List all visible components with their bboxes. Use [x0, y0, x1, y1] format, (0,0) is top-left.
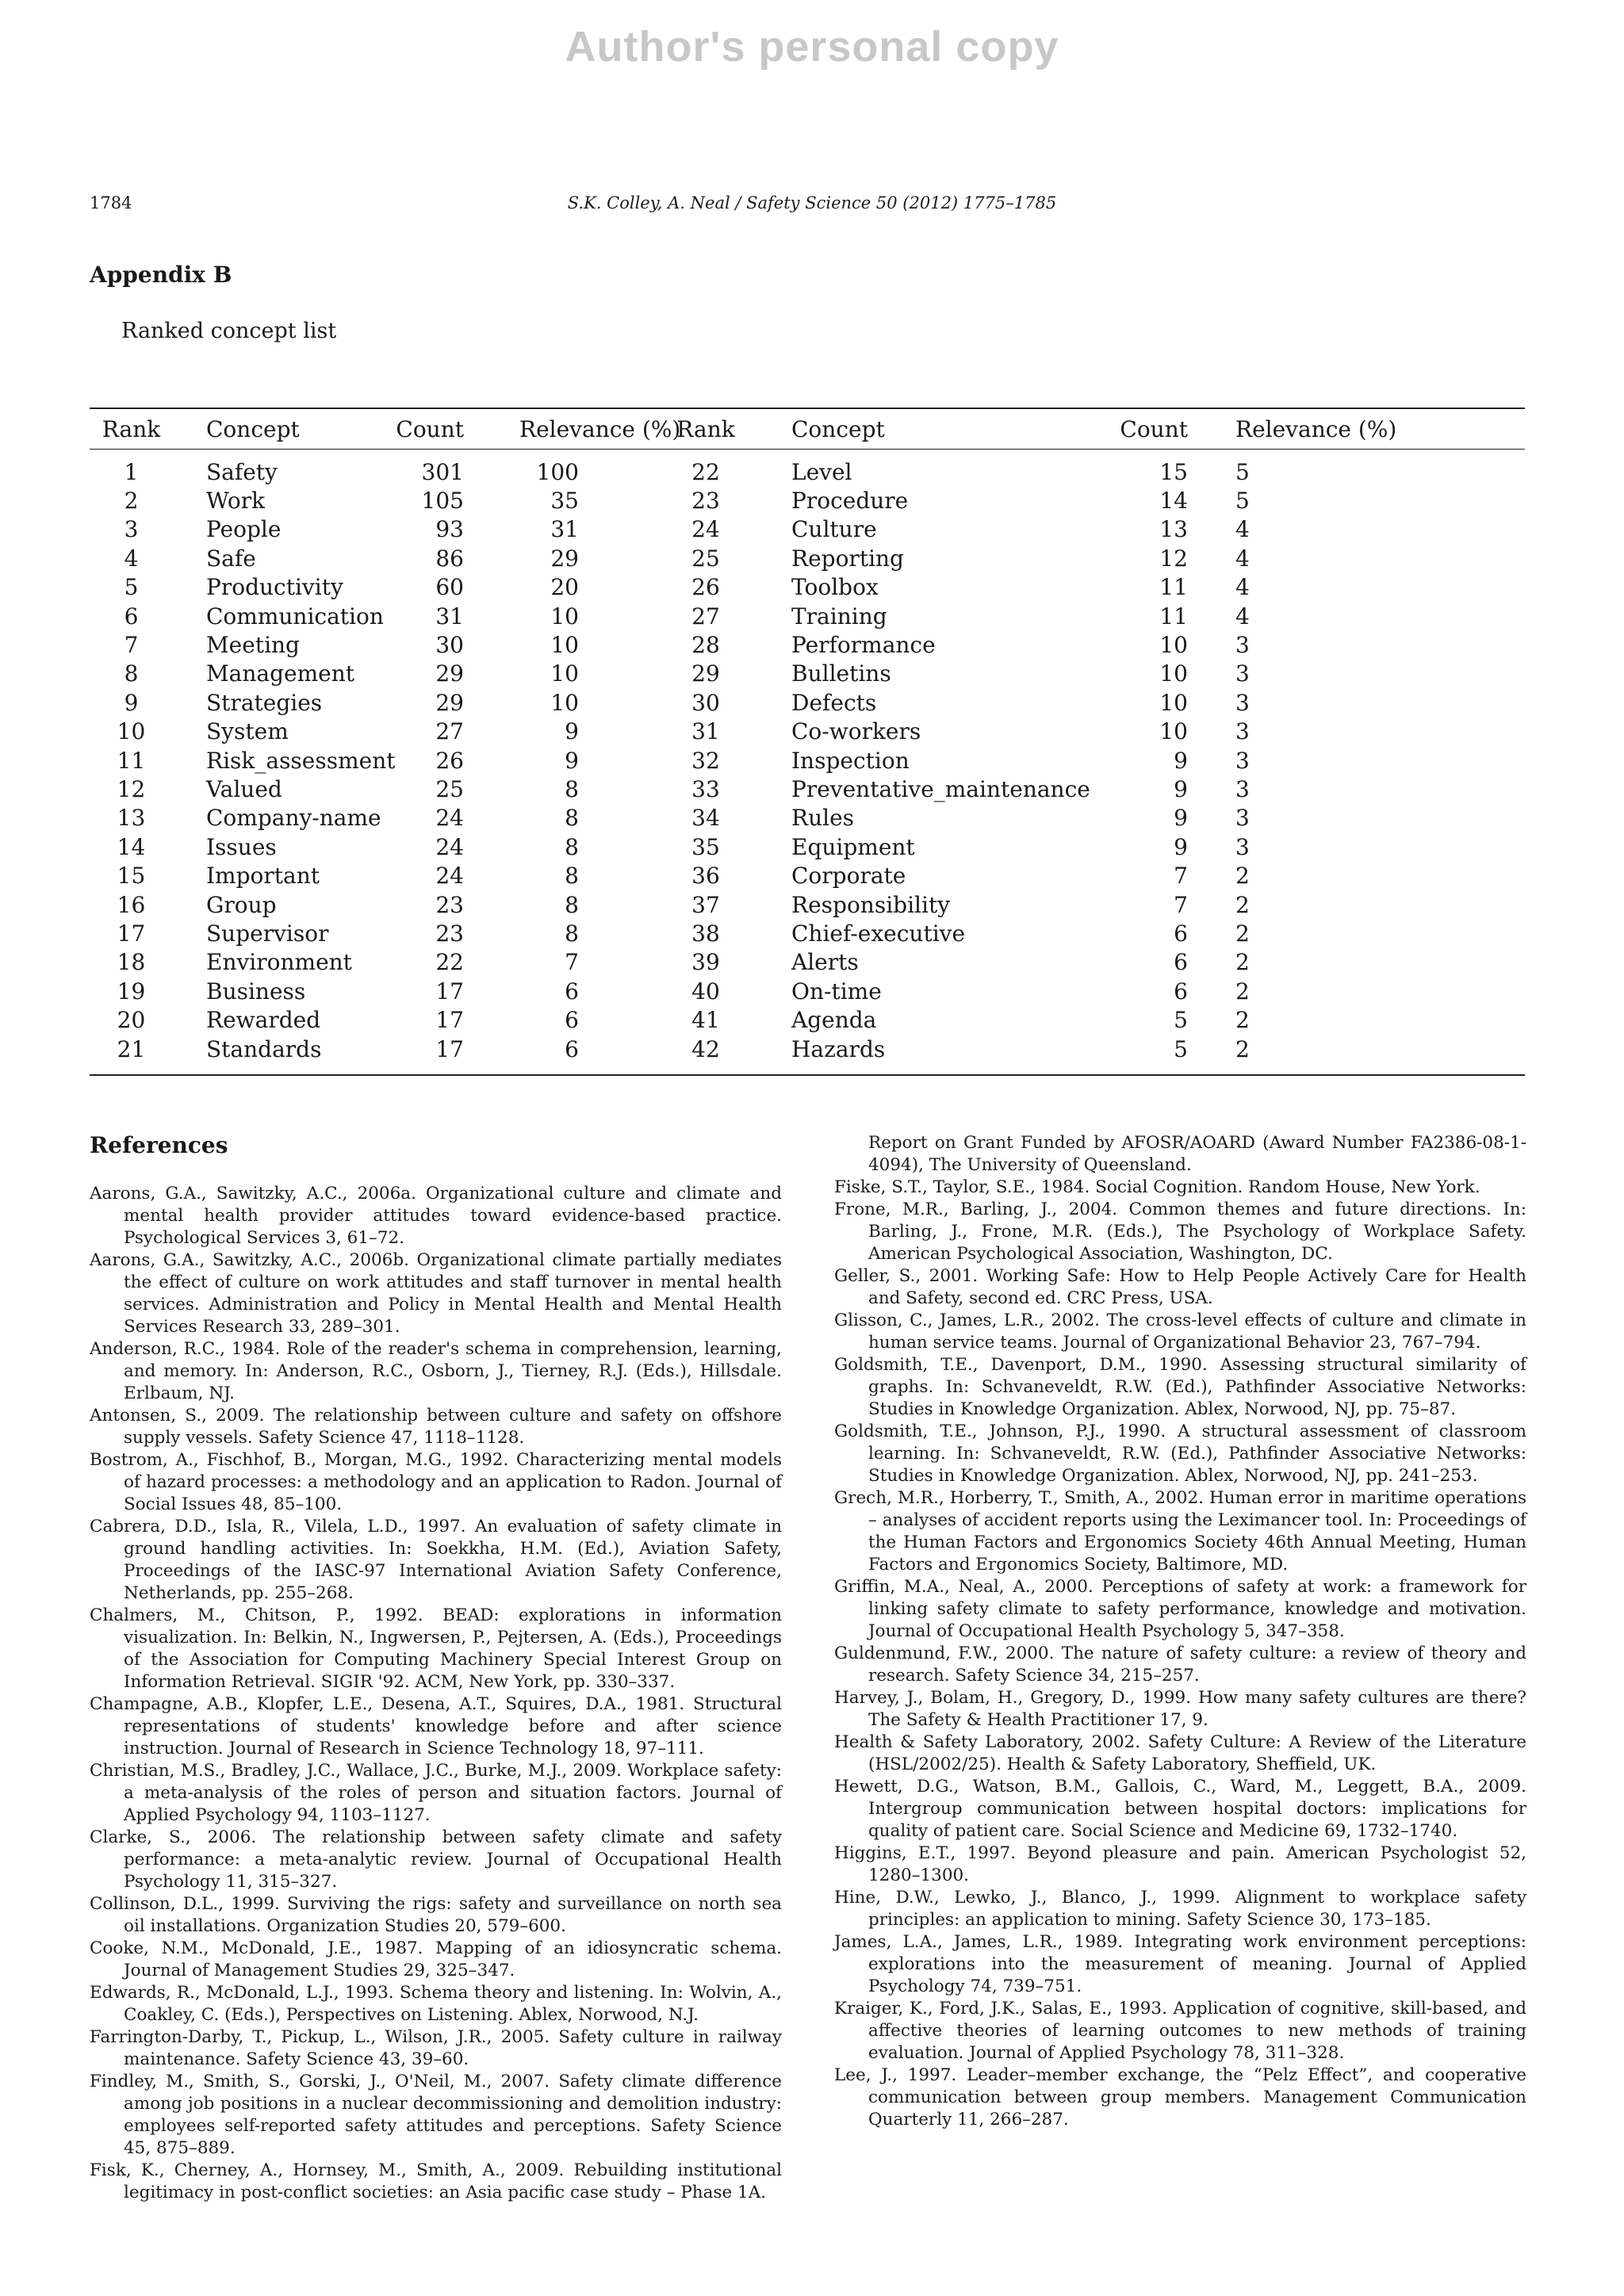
cell-relevance: 35 — [550, 488, 579, 515]
cell-count: 15 — [1159, 458, 1188, 485]
cell-count: 9 — [1174, 775, 1188, 802]
cell-count: 5 — [1174, 1035, 1188, 1062]
cell-concept: Management — [206, 660, 354, 687]
cell-relevance: 2 — [1235, 978, 1250, 1004]
cell-concept: Issues — [206, 833, 277, 860]
cell-relevance: 10 — [550, 632, 579, 659]
table-row — [90, 861, 1525, 890]
table-row — [90, 890, 1525, 919]
cell-concept: Business — [206, 978, 306, 1004]
cell-relevance: 4 — [1235, 603, 1250, 629]
cell-relevance: 10 — [550, 603, 579, 629]
table-row — [90, 977, 1525, 1005]
cell-concept: Productivity — [206, 574, 343, 601]
cell-count: 60 — [435, 574, 464, 601]
cell-count: 6 — [1174, 978, 1188, 1004]
cell-rank: 1 — [124, 458, 139, 485]
header-relevance: Relevance (%) — [1235, 415, 1397, 442]
cell-rank: 4 — [124, 545, 139, 572]
cell-concept: Defects — [791, 689, 877, 716]
reference-entry: Health & Safety Laboratory, 2002. Safety Culture: A Review of the Literature (HSL/2002/25). Health & Safety Laboratory, Sheffield, UK. — [834, 1732, 1526, 1774]
cell-rank: 39 — [691, 949, 720, 976]
cell-rank: 7 — [124, 632, 139, 659]
cell-concept: Group — [206, 891, 277, 918]
reference-continuation: Report on Grant Funded by AFOSR/AOARD (Award Number FA2386-08-1-4094), The University of Queensland. — [868, 1133, 1526, 1175]
cell-count: 14 — [1159, 488, 1188, 515]
cell-count: 9 — [1174, 833, 1188, 860]
cell-count: 25 — [435, 775, 464, 802]
cell-relevance: 3 — [1235, 775, 1250, 802]
cell-rank: 30 — [691, 689, 720, 716]
cell-relevance: 3 — [1235, 805, 1250, 832]
cell-count: 29 — [435, 689, 464, 716]
references-right-column — [834, 1132, 1526, 2131]
cell-count: 93 — [435, 516, 464, 543]
table-caption: Ranked concept list — [121, 319, 337, 343]
cell-rank: 32 — [691, 747, 720, 774]
cell-rank: 11 — [117, 747, 146, 774]
cell-count: 17 — [435, 1035, 464, 1062]
cell-rank: 16 — [117, 891, 146, 918]
cell-relevance: 4 — [1235, 574, 1250, 601]
cell-concept: Culture — [791, 516, 877, 543]
cell-relevance: 100 — [536, 458, 579, 485]
cell-relevance: 31 — [550, 516, 579, 543]
cell-concept: Reporting — [791, 545, 904, 572]
cell-concept: System — [206, 718, 289, 745]
cell-count: 22 — [435, 949, 464, 976]
cell-rank: 19 — [117, 978, 146, 1004]
reference-entry: Clarke, S., 2006. The relationship between safety climate and safety performance: a meta-analytic review. Journal of Occupational Health Psychology 11, 315–327. — [90, 1827, 782, 1892]
table-header-row — [90, 409, 1525, 450]
appendix-title: Appendix B — [90, 262, 232, 288]
cell-count: 7 — [1174, 863, 1188, 890]
cell-relevance: 8 — [565, 920, 579, 947]
reference-entry: Frone, M.R., Barling, J., 2004. Common themes and future directions. In: Barling, J., Frone, M.R. (Eds.), The Psychology of Workplace Safety. American Psychological Association, Washington, DC. — [834, 1200, 1526, 1264]
cell-count: 23 — [435, 891, 464, 918]
cell-count: 31 — [435, 603, 464, 629]
cell-rank: 23 — [691, 488, 720, 515]
reference-entry: Fiske, S.T., Taylor, S.E., 1984. Social Cognition. Random House, New York. — [834, 1177, 1480, 1197]
header-rank: Rank — [676, 415, 735, 442]
cell-rank: 3 — [124, 516, 139, 543]
cell-relevance: 7 — [565, 949, 579, 976]
reference-entry: Findley, M., Smith, S., Gorski, J., O'Neil, M., 2007. Safety climate difference among job positions in a nuclear decommissioning and demolition industry: employees self-reported safety attitudes and perceptions. Safety Science 45, 875–889. — [90, 2072, 782, 2158]
cell-count: 24 — [435, 863, 464, 890]
cell-concept: Strategies — [206, 689, 323, 716]
cell-rank: 14 — [117, 833, 146, 860]
cell-relevance: 6 — [565, 1007, 579, 1034]
cell-count: 5 — [1174, 1007, 1188, 1034]
cell-relevance: 2 — [1235, 863, 1250, 890]
cell-concept: Toolbox — [791, 574, 879, 601]
cell-rank: 40 — [691, 978, 720, 1004]
cell-rank: 33 — [691, 775, 720, 802]
reference-entry: Geller, S., 2001. Working Safe: How to Help People Actively Care for Health and Safety, second ed. CRC Press, USA. — [834, 1266, 1526, 1308]
cell-concept: Equipment — [791, 833, 915, 860]
cell-relevance: 8 — [565, 805, 579, 832]
cell-relevance: 2 — [1235, 920, 1250, 947]
cell-count: 24 — [435, 833, 464, 860]
ranked-concept-table — [90, 408, 1525, 1076]
cell-count: 17 — [435, 1007, 464, 1034]
cell-count: 6 — [1174, 920, 1188, 947]
cell-relevance: 2 — [1235, 1035, 1250, 1062]
cell-relevance: 8 — [565, 775, 579, 802]
reference-entry: Antonsen, S., 2009. The relationship between culture and safety on offshore supply vessels. Safety Science 47, 1118–1128. — [90, 1406, 782, 1448]
header-concept: Concept — [791, 415, 885, 442]
reference-entry: Edwards, R., McDonald, L.J., 1993. Schema theory and listening. In: Wolvin, A., Coakley, C. (Eds.), Perspectives on Listening. Ablex, Norwood, N.J. — [90, 1983, 782, 2025]
cell-relevance: 4 — [1235, 516, 1250, 543]
reference-entry: Farrington-Darby, T., Pickup, L., Wilson, J.R., 2005. Safety culture in railway maintenance. Safety Science 43, 39–60. — [90, 2027, 782, 2069]
table-row — [90, 486, 1525, 515]
cell-relevance: 3 — [1235, 718, 1250, 745]
cell-relevance: 3 — [1235, 833, 1250, 860]
cell-rank: 8 — [124, 660, 139, 687]
cell-rank: 35 — [691, 833, 720, 860]
table-row — [90, 746, 1525, 775]
table-row — [90, 1005, 1525, 1034]
cell-rank: 17 — [117, 920, 146, 947]
cell-concept: Safe — [206, 545, 256, 572]
table-row — [90, 718, 1525, 746]
cell-rank: 21 — [117, 1035, 146, 1062]
references-left-column — [90, 1183, 782, 2204]
reference-entry: Griffin, M.A., Neal, A., 2000. Perceptions of safety at work: a framework for linking safety climate to safety performance, knowledge and motivation. Journal of Occupational Health Psychology 5, 347–358. — [834, 1577, 1526, 1641]
reference-entry: Higgins, E.T., 1997. Beyond pleasure and pain. American Psychologist 52, 1280–1300. — [834, 1843, 1526, 1885]
table-row — [90, 457, 1525, 486]
reference-entry: Bostrom, A., Fischhof, B., Morgan, M.G., 1992. Characterizing mental models of hazard processes: a methodology and an application to Radon. Journal of Social Issues 48, 85–100. — [90, 1450, 782, 1514]
cell-relevance: 3 — [1235, 689, 1250, 716]
table-row — [90, 544, 1525, 572]
cell-relevance: 2 — [1235, 891, 1250, 918]
table-row — [90, 775, 1525, 803]
cell-relevance: 8 — [565, 863, 579, 890]
cell-concept: Agenda — [791, 1007, 877, 1034]
reference-entry: James, L.A., James, L.R., 1989. Integrating work environment perceptions: explorations into the measurement of meaning. Journal of Applied Psychology 74, 739–751. — [834, 1932, 1526, 1996]
cell-rank: 22 — [691, 458, 720, 485]
reference-entry: Goldsmith, T.E., Johnson, P.J., 1990. A structural assessment of classroom learning. In: Schvaneveldt, R.W. (Ed.), Pathfinder Associative Networks: Studies in Knowledge Organization. Ablex, Norwood, NJ, pp. 241–253. — [834, 1422, 1526, 1486]
cell-relevance: 3 — [1235, 747, 1250, 774]
cell-rank: 37 — [691, 891, 720, 918]
reference-entry: Kraiger, K., Ford, J.K., Salas, E., 1993. Application of cognitive, skill-based, and affective theories of learning outcomes to new methods of training evaluation. Journal of Applied Psychology 78, 311–328. — [834, 1999, 1526, 2063]
reference-entry: Collinson, D.L., 1999. Surviving the rigs: safety and surveillance on north sea oil installations. Organization Studies 20, 579–600. — [90, 1894, 782, 1936]
reference-entry: Aarons, G.A., Sawitzky, A.C., 2006b. Organizational climate partially mediates the effect of culture on work attitudes and staff turnover in mental health services. Administration and Policy in Mental Health and Mental Health Services Research 33, 289–301. — [90, 1250, 782, 1337]
reference-entry: Cabrera, D.D., Isla, R., Vilela, L.D., 1997. An evaluation of safety climate in ground handling activities. In: Soekkha, H.M. (Ed.), Aviation Safety, Proceedings of the IASC-97 International Aviation Safety Conference, Netherlands, pp. 255–268. — [90, 1517, 782, 1603]
cell-concept: Alerts — [791, 949, 859, 976]
cell-count: 105 — [421, 488, 464, 515]
cell-rank: 24 — [691, 516, 720, 543]
table-row — [90, 919, 1525, 947]
cell-concept: Valued — [206, 775, 282, 802]
cell-concept: Preventative_maintenance — [791, 775, 1090, 802]
cell-count: 86 — [435, 545, 464, 572]
reference-entry: Lee, J., 1997. Leader–member exchange, the “Pelz Effect”, and cooperative communication between group members. Management Communication Quarterly 11, 266–287. — [834, 2065, 1526, 2130]
cell-rank: 25 — [691, 545, 720, 572]
cell-relevance: 3 — [1235, 632, 1250, 659]
cell-relevance: 3 — [1235, 660, 1250, 687]
cell-concept: Procedure — [791, 488, 909, 515]
reference-entry: Goldsmith, T.E., Davenport, D.M., 1990. Assessing structural similarity of graphs. In: Schvaneveldt, R.W. (Ed.), Pathfinder Associative Networks: Studies in Knowledge Organization. Ablex, Norwood, NJ, pp. 75–87. — [834, 1355, 1526, 1419]
cell-rank: 6 — [124, 603, 139, 629]
cell-concept: Company-name — [206, 805, 381, 832]
table-row — [90, 948, 1525, 977]
cell-rank: 27 — [691, 603, 720, 629]
cell-rank: 36 — [691, 863, 720, 890]
running-head: S.K. Colley, A. Neal / Safety Science 50 (2012) 1775–1785 — [567, 193, 1057, 212]
cell-relevance: 9 — [565, 747, 579, 774]
cell-count: 9 — [1174, 805, 1188, 832]
cell-concept: Chief-executive — [791, 920, 966, 947]
reference-entry: Guldenmund, F.W., 2000. The nature of safety culture: a review of theory and research. Safety Science 34, 215–257. — [834, 1644, 1526, 1686]
cell-relevance: 5 — [1235, 488, 1250, 515]
cell-concept: People — [206, 516, 282, 543]
reference-entry: Cooke, N.M., McDonald, J.E., 1987. Mapping of an idiosyncratic schema. Journal of Management Studies 29, 325–347. — [90, 1938, 782, 1980]
cell-relevance: 2 — [1235, 949, 1250, 976]
table-row — [90, 515, 1525, 544]
table-row — [90, 660, 1525, 688]
cell-rank: 20 — [117, 1007, 146, 1034]
table-row — [90, 630, 1525, 659]
table-row — [90, 573, 1525, 602]
cell-concept: Important — [206, 863, 320, 890]
reference-entry: Harvey, J., Bolam, H., Gregory, D., 1999. How many safety cultures are there? The Safety & Health Practitioner 17, 9. — [834, 1688, 1526, 1730]
cell-concept: Rewarded — [206, 1007, 321, 1034]
cell-relevance: 29 — [550, 545, 579, 572]
header-count: Count — [396, 415, 464, 442]
cell-concept: Training — [791, 603, 887, 629]
header-concept: Concept — [206, 415, 300, 442]
cell-rank: 29 — [691, 660, 720, 687]
cell-count: 10 — [1159, 660, 1188, 687]
reference-entry: Chalmers, M., Chitson, P., 1992. BEAD: explorations in information visualization. In: Belkin, N., Ingwersen, P., Pejtersen, A. (Eds.), Proceedings of the Association for Computing Machinery Special Interest Group on Information Retrieval. SIGIR '92. ACM, New York, pp. 330–337. — [90, 1605, 782, 1692]
reference-entry: Christian, M.S., Bradley, J.C., Wallace, J.C., Burke, M.J., 2009. Workplace safety: a meta-analysis of the roles of person and situation factors. Journal of Applied Psychology 94, 1103–1127. — [90, 1761, 782, 1825]
cell-rank: 18 — [117, 949, 146, 976]
reference-entry: Hewett, D.G., Watson, B.M., Gallois, C., Ward, M., Leggett, B.A., 2009. Intergroup communication between hospital doctors: implications for quality of patient care. Social Science and Medicine 69, 1732–1740. — [834, 1777, 1526, 1841]
cell-concept: Safety — [206, 458, 278, 485]
cell-relevance: 4 — [1235, 545, 1250, 572]
table-row — [90, 832, 1525, 861]
reference-entry: Grech, M.R., Horberry, T., Smith, A., 2002. Human error in maritime operations – analyses of accident reports using the Leximancer tool. In: Proceedings of the Human Factors and Ergonomics Society 46th Annual Meeting, Human Factors and Ergonomics Society, Baltimore, MD. — [834, 1488, 1526, 1575]
page-number: 1784 — [90, 193, 132, 212]
cell-relevance: 6 — [565, 978, 579, 1004]
table-row — [90, 804, 1525, 832]
reference-entry: Glisson, C., James, L.R., 2002. The cross-level effects of culture and climate in human service teams. Journal of Organizational Behavior 23, 767–794. — [834, 1311, 1526, 1353]
cell-concept: Risk_assessment — [206, 747, 396, 774]
cell-count: 10 — [1159, 632, 1188, 659]
reference-entry: Fisk, K., Cherney, A., Hornsey, M., Smith, A., 2009. Rebuilding institutional legitimacy in post-conflict societies: an Asia pacific case study – Phase 1A. — [90, 2160, 782, 2202]
cell-concept: Hazards — [791, 1035, 886, 1062]
reference-entry: Aarons, G.A., Sawitzky, A.C., 2006a. Organizational culture and climate and mental health provider attitudes toward evidence-based practice. Psychological Services 3, 61–72. — [90, 1184, 782, 1248]
cell-count: 11 — [1159, 574, 1188, 601]
cell-count: 13 — [1159, 516, 1188, 543]
cell-count: 301 — [421, 458, 464, 485]
cell-count: 27 — [435, 718, 464, 745]
cell-concept: Level — [791, 458, 852, 485]
cell-count: 10 — [1159, 718, 1188, 745]
cell-relevance: 20 — [550, 574, 579, 601]
cell-count: 17 — [435, 978, 464, 1004]
cell-count: 30 — [435, 632, 464, 659]
table-row — [90, 688, 1525, 717]
cell-relevance: 9 — [565, 718, 579, 745]
cell-rank: 13 — [117, 805, 146, 832]
cell-rank: 12 — [117, 775, 146, 802]
cell-concept: On-time — [791, 978, 882, 1004]
cell-count: 7 — [1174, 891, 1188, 918]
cell-rank: 28 — [691, 632, 720, 659]
cell-concept: Supervisor — [206, 920, 329, 947]
cell-concept: Meeting — [206, 632, 300, 659]
cell-concept: Environment — [206, 949, 352, 976]
cell-relevance: 6 — [565, 1035, 579, 1062]
cell-count: 23 — [435, 920, 464, 947]
cell-count: 24 — [435, 805, 464, 832]
cell-concept: Communication — [206, 603, 384, 629]
cell-concept: Corporate — [791, 863, 906, 890]
table-row — [90, 602, 1525, 630]
cell-rank: 34 — [691, 805, 720, 832]
cell-count: 10 — [1159, 689, 1188, 716]
header-count: Count — [1120, 415, 1188, 442]
cell-relevance: 10 — [550, 660, 579, 687]
cell-rank: 10 — [117, 718, 146, 745]
header-rank: Rank — [102, 415, 161, 442]
cell-rank: 2 — [124, 488, 139, 515]
cell-relevance: 8 — [565, 891, 579, 918]
cell-concept: Co-workers — [791, 718, 921, 745]
cell-count: 29 — [435, 660, 464, 687]
cell-rank: 42 — [691, 1035, 720, 1062]
cell-rank: 5 — [124, 574, 139, 601]
watermark: Author's personal copy — [565, 23, 1059, 71]
cell-rank: 41 — [691, 1007, 720, 1034]
cell-rank: 26 — [691, 574, 720, 601]
header-relevance: Relevance (%) — [519, 415, 681, 442]
cell-concept: Work — [206, 488, 266, 515]
cell-relevance: 5 — [1235, 458, 1250, 485]
table-body — [90, 450, 1525, 1074]
reference-entry: Hine, D.W., Lewko, J., Blanco, J., 1999. Alignment to workplace safety principles: an application to mining. Safety Science 30, 173–185. — [834, 1888, 1526, 1930]
reference-entry: Anderson, R.C., 1984. Role of the reader's schema in comprehension, learning, and memory. In: Anderson, R.C., Osborn, J., Tierney, R.J. (Eds.), Hillsdale. Erlbaum, NJ. — [90, 1339, 782, 1403]
cell-concept: Rules — [791, 805, 855, 832]
cell-rank: 38 — [691, 920, 720, 947]
cell-concept: Performance — [791, 632, 936, 659]
cell-concept: Responsibility — [791, 891, 951, 918]
references-title: References — [90, 1132, 228, 1158]
cell-count: 11 — [1159, 603, 1188, 629]
cell-rank: 31 — [691, 718, 720, 745]
cell-relevance: 2 — [1235, 1007, 1250, 1034]
cell-count: 6 — [1174, 949, 1188, 976]
cell-concept: Bulletins — [791, 660, 891, 687]
cell-count: 9 — [1174, 747, 1188, 774]
cell-count: 26 — [435, 747, 464, 774]
cell-relevance: 10 — [550, 689, 579, 716]
table-row — [90, 1035, 1525, 1063]
cell-concept: Inspection — [791, 747, 910, 774]
cell-concept: Standards — [206, 1035, 322, 1062]
cell-rank: 9 — [124, 689, 139, 716]
cell-count: 12 — [1159, 545, 1188, 572]
cell-rank: 15 — [117, 863, 146, 890]
reference-entry: Champagne, A.B., Klopfer, L.E., Desena, A.T., Squires, D.A., 1981. Structural representations of students' knowledge before and after science instruction. Journal of Research in Science Technology 18, 97–111. — [90, 1694, 782, 1758]
cell-relevance: 8 — [565, 833, 579, 860]
